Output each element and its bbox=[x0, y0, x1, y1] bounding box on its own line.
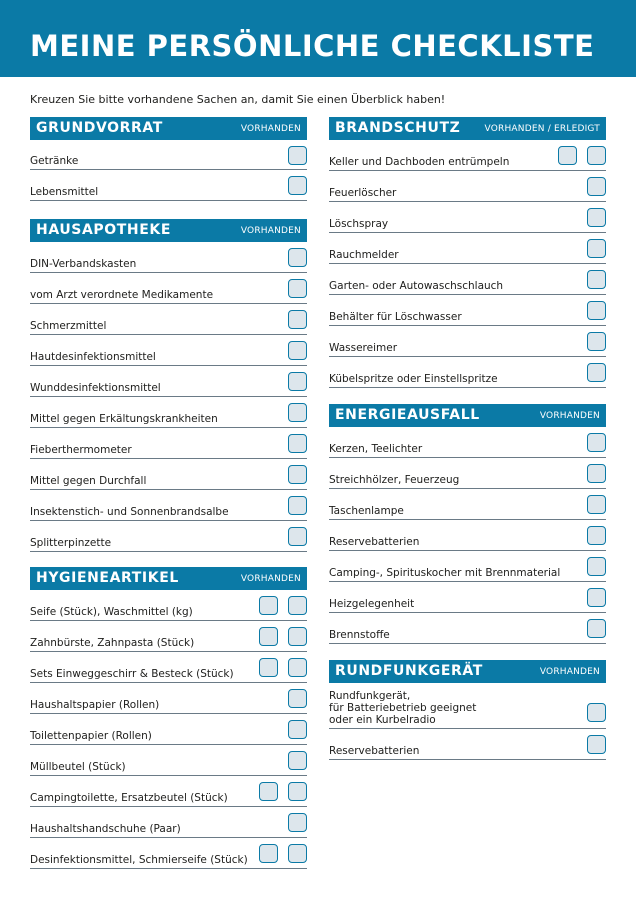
list-item bbox=[30, 590, 307, 621]
list-item bbox=[329, 140, 606, 171]
checkbox[interactable] bbox=[288, 176, 307, 195]
list-item bbox=[329, 489, 606, 520]
list-item bbox=[329, 295, 606, 326]
list-item bbox=[329, 613, 606, 644]
item-label: Behälter für Löschwasser bbox=[329, 311, 462, 323]
checkbox[interactable] bbox=[259, 658, 278, 677]
list-item bbox=[30, 776, 307, 807]
checkbox[interactable] bbox=[587, 332, 606, 351]
list-item bbox=[30, 490, 307, 521]
item-label: Haushaltspapier (Rollen) bbox=[30, 699, 160, 711]
checkbox[interactable] bbox=[587, 177, 606, 196]
item-label: Kübelspritze oder Einstellspritze bbox=[329, 373, 498, 385]
checkbox[interactable] bbox=[587, 301, 606, 320]
section-header bbox=[329, 660, 606, 683]
item-label: Seife (Stück), Waschmittel (kg) bbox=[30, 606, 193, 618]
item-label: Haushaltshandschuhe (Paar) bbox=[30, 823, 181, 835]
list-item bbox=[329, 202, 606, 233]
item-label: Campingtoilette, Ersatzbeutel (Stück) bbox=[30, 792, 228, 804]
page-title: MEINE PERSÖNLICHE CHECKLISTE bbox=[30, 29, 595, 63]
intro-text: Kreuzen Sie bitte vorhandene Sachen an, damit Sie einen Überblick haben! bbox=[30, 93, 446, 106]
item-label: Hautdesinfektionsmittel bbox=[30, 351, 156, 363]
section-title: HYGIENEARTIKEL bbox=[36, 570, 179, 586]
checkbox[interactable] bbox=[259, 844, 278, 863]
list-item bbox=[329, 427, 606, 458]
item-label: Toilettenpapier (Rollen) bbox=[30, 730, 152, 742]
list-item bbox=[30, 273, 307, 304]
column-label: VORHANDEN bbox=[240, 574, 301, 584]
item-label: Insektenstich- und Sonnenbrandsalbe bbox=[30, 506, 229, 518]
checkbox[interactable] bbox=[587, 557, 606, 576]
checkbox[interactable] bbox=[587, 208, 606, 227]
item-label: Desinfektionsmittel, Schmierseife (Stück) bbox=[30, 854, 248, 866]
item-label: Splitterpinzette bbox=[30, 537, 112, 549]
list-item bbox=[30, 683, 307, 714]
checkbox[interactable] bbox=[288, 403, 307, 422]
checkbox[interactable] bbox=[288, 813, 307, 832]
list-item bbox=[30, 459, 307, 490]
section-header bbox=[30, 117, 307, 140]
list-item bbox=[329, 357, 606, 388]
list-item bbox=[329, 171, 606, 202]
list-item bbox=[30, 140, 307, 170]
list-item bbox=[329, 458, 606, 489]
item-label: Mittel gegen Durchfall bbox=[30, 475, 147, 487]
checkbox[interactable] bbox=[587, 735, 606, 754]
checkbox[interactable] bbox=[587, 270, 606, 289]
list-item bbox=[30, 714, 307, 745]
section-hygieneartikel bbox=[30, 567, 307, 869]
item-label: Feuerlöscher bbox=[329, 187, 397, 199]
item-label: Löschspray bbox=[329, 218, 389, 230]
checkbox[interactable] bbox=[288, 496, 307, 515]
list-item bbox=[329, 683, 606, 729]
item-label: Rauchmelder bbox=[329, 249, 399, 261]
item-label: Reservebatterien bbox=[329, 745, 420, 757]
list-item bbox=[329, 551, 606, 582]
section-header bbox=[30, 567, 307, 590]
list-item bbox=[30, 304, 307, 335]
checkbox[interactable] bbox=[288, 279, 307, 298]
checkbox[interactable] bbox=[587, 619, 606, 638]
checkbox[interactable] bbox=[558, 146, 577, 165]
item-label: DIN-Verbandskasten bbox=[30, 258, 137, 270]
checkbox[interactable] bbox=[288, 527, 307, 546]
list-item bbox=[30, 521, 307, 552]
list-item bbox=[30, 745, 307, 776]
checkbox[interactable] bbox=[288, 782, 307, 801]
item-label: Streichhölzer, Feuerzeug bbox=[329, 474, 460, 486]
item-label: Garten- oder Autowaschschlauch bbox=[329, 280, 504, 292]
section-title: GRUNDVORRAT bbox=[36, 120, 163, 136]
item-label: Zahnbürste, Zahnpasta (Stück) bbox=[30, 637, 195, 649]
item-label: vom Arzt verordnete Medikamente bbox=[30, 289, 214, 301]
list-item bbox=[329, 520, 606, 551]
list-item bbox=[30, 621, 307, 652]
section-brandschutz bbox=[329, 117, 606, 388]
column-label: VORHANDEN bbox=[240, 226, 301, 236]
checkbox[interactable] bbox=[288, 658, 307, 677]
checkbox[interactable] bbox=[587, 464, 606, 483]
checkbox[interactable] bbox=[288, 689, 307, 708]
list-item bbox=[30, 397, 307, 428]
list-item bbox=[30, 652, 307, 683]
checkbox[interactable] bbox=[288, 596, 307, 615]
item-label: Reservebatterien bbox=[329, 536, 420, 548]
item-label: Lebensmittel bbox=[30, 186, 99, 198]
item-label: Sets Einweggeschirr & Besteck (Stück) bbox=[30, 668, 234, 680]
item-label: Wassereimer bbox=[329, 342, 398, 354]
column-label: VORHANDEN bbox=[539, 667, 600, 677]
checkbox[interactable] bbox=[288, 341, 307, 360]
section-title: ENERGIEAUSFALL bbox=[335, 407, 480, 423]
item-label: Getränke bbox=[30, 155, 79, 167]
checkbox[interactable] bbox=[587, 588, 606, 607]
list-item bbox=[30, 838, 307, 869]
title-bar bbox=[0, 0, 636, 77]
item-label: Keller und Dachboden entrümpeln bbox=[329, 156, 510, 168]
item-label: Schmerzmittel bbox=[30, 320, 107, 332]
column-label: VORHANDEN bbox=[240, 124, 301, 134]
list-item bbox=[329, 326, 606, 357]
item-label: Brennstoffe bbox=[329, 629, 390, 641]
section-title: BRANDSCHUTZ bbox=[335, 120, 461, 136]
item-label: Heizgelegenheit bbox=[329, 598, 415, 610]
checkbox[interactable] bbox=[288, 751, 307, 770]
checkbox[interactable] bbox=[288, 310, 307, 329]
list-item bbox=[329, 233, 606, 264]
item-label: Müllbeutel (Stück) bbox=[30, 761, 126, 773]
checkbox[interactable] bbox=[587, 146, 606, 165]
item-label: Wunddesinfektionsmittel bbox=[30, 382, 161, 394]
section-header bbox=[329, 117, 606, 140]
section-rundfunkgeraet bbox=[329, 660, 606, 760]
section-energieausfall bbox=[329, 404, 606, 644]
checkbox[interactable] bbox=[288, 844, 307, 863]
section-title: RUNDFUNKGERÄT bbox=[335, 663, 483, 679]
item-label: Fieberthermometer bbox=[30, 444, 132, 456]
checkbox[interactable] bbox=[288, 248, 307, 267]
checkbox[interactable] bbox=[587, 526, 606, 545]
checkbox[interactable] bbox=[259, 627, 278, 646]
section-header bbox=[329, 404, 606, 427]
list-item bbox=[329, 264, 606, 295]
section-header bbox=[30, 219, 307, 242]
checkbox[interactable] bbox=[587, 239, 606, 258]
column-label: VORHANDEN / ERLEDIGT bbox=[484, 124, 600, 134]
checkbox[interactable] bbox=[288, 465, 307, 484]
list-item bbox=[30, 366, 307, 397]
list-item bbox=[30, 335, 307, 366]
list-item bbox=[30, 242, 307, 273]
list-item bbox=[30, 807, 307, 838]
checkbox[interactable] bbox=[288, 146, 307, 165]
item-label: Camping-, Spirituskocher mit Brennmaterial bbox=[329, 567, 561, 579]
section-title: HAUSAPOTHEKE bbox=[36, 222, 172, 238]
checkbox[interactable] bbox=[587, 495, 606, 514]
checkbox[interactable] bbox=[288, 434, 307, 453]
checkbox[interactable] bbox=[288, 720, 307, 739]
checkbox[interactable] bbox=[288, 372, 307, 391]
checkbox[interactable] bbox=[587, 363, 606, 382]
list-item bbox=[329, 582, 606, 613]
section-grundvorrat bbox=[30, 117, 307, 201]
item-label: Mittel gegen Erkältungskrankheiten bbox=[30, 413, 218, 425]
item-label: Rundfunkgerät, für Batteriebetrieb geeignet oder ein Kurbelradio bbox=[329, 690, 477, 726]
item-label: Taschenlampe bbox=[329, 505, 404, 517]
list-item bbox=[30, 428, 307, 459]
section-hausapotheke bbox=[30, 219, 307, 552]
column-label: VORHANDEN bbox=[539, 411, 600, 421]
checkbox[interactable] bbox=[259, 596, 278, 615]
list-item bbox=[329, 729, 606, 760]
list-item bbox=[30, 170, 307, 201]
checkbox[interactable] bbox=[587, 433, 606, 452]
checkbox[interactable] bbox=[587, 703, 606, 722]
checkbox[interactable] bbox=[288, 627, 307, 646]
item-label: Kerzen, Teelichter bbox=[329, 443, 423, 455]
checkbox[interactable] bbox=[259, 782, 278, 801]
